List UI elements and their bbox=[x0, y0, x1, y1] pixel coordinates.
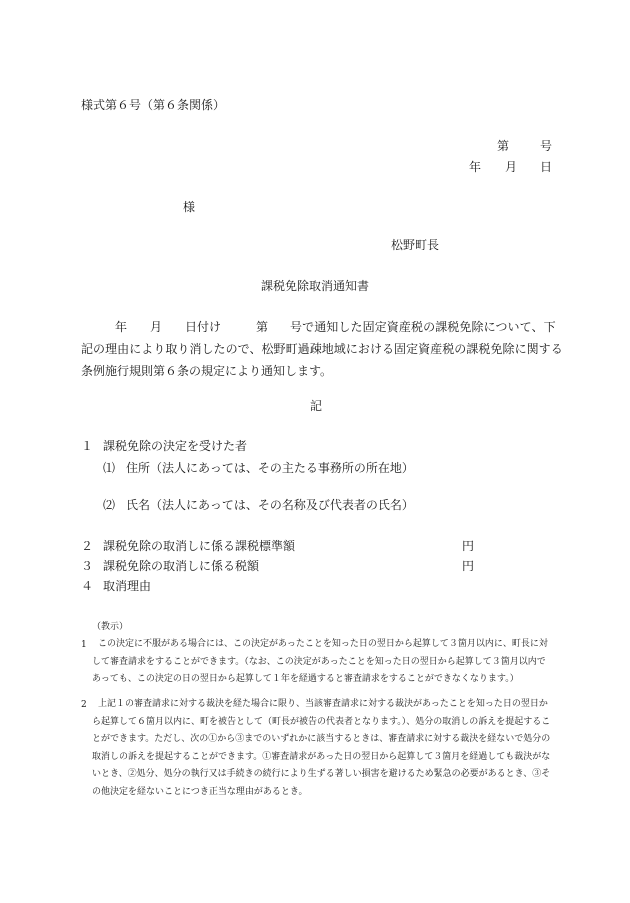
sub1-number: ⑴ bbox=[103, 461, 116, 475]
body-day-suffix: 日付け bbox=[185, 320, 222, 334]
doc-number-dai: 第 bbox=[497, 139, 510, 153]
item3-label: 課税免除の取消しに係る税額 bbox=[103, 559, 260, 573]
sub1-label: 住所（法人にあっては、その主たる事務所の所在地） bbox=[126, 461, 414, 475]
item1-label: 課税免除の決定を受けた者 bbox=[103, 439, 248, 453]
item2-number: ２ bbox=[81, 539, 94, 553]
notice-1-number: 1 bbox=[81, 640, 87, 650]
date-year: 年 bbox=[469, 160, 482, 174]
item2-label: 課税免除の取消しに係る課税標準額 bbox=[103, 539, 296, 553]
notice-heading: （教示） bbox=[92, 622, 129, 632]
item3-unit: 円 bbox=[462, 559, 475, 573]
body-year: 年 bbox=[115, 320, 128, 334]
sub2-number: ⑵ bbox=[103, 498, 116, 512]
notice-1-text: この決定に不服がある場合には、この決定があったことを知った日の翌日から起算して３箇月以内に、町長に対して審査請求をすることができます。（なお、この決定があったことを知った日の翌日から起算して３箇月以内であっても、この決定の日の翌日から起算して１年を経過すると審査請求をすることができなくなります。） bbox=[92, 639, 548, 684]
item4-label: 取消理由 bbox=[103, 579, 152, 593]
addressee-suffix: 様 bbox=[183, 200, 196, 214]
sub2-label: 氏名（法人にあっては、その名称及び代表者の氏名） bbox=[126, 498, 414, 512]
notice-2-text: 上記１の審査請求に対する裁決を経た場合に限り、当該審査請求に対する裁決があったことを知った日の翌日から起算して６箇月以内に、町を被告として（町長が被告の代表者となります。）、処分の取消しの訴えを提起することができます。ただし、次の①から③までのいずれかに該当するときは、審査請求に対する裁決を経ないで処分の取消しの訴えを提起することができます。①審査請求があった日の翌日から起算して３箇月を経過しても裁決がないとき、②処分、処分の執行又は手続きの続行により生ずる著しい損害を避けるため緊急の必要があるとき、③その他決定を経ないことにつき正当な理由があるとき。 bbox=[92, 699, 551, 797]
body-line1-rest: 号で通知した固定資産税の課税免除について、下 bbox=[290, 320, 556, 334]
body-line3: 条例施行規則第６条の規定により通知します。 bbox=[81, 364, 333, 378]
item4-number: ４ bbox=[81, 579, 94, 593]
item3-number: ３ bbox=[81, 559, 94, 573]
form-label: 様式第６号（第６条関係） bbox=[81, 98, 226, 112]
notice-2-number: 2 bbox=[81, 700, 87, 710]
date-day: 日 bbox=[540, 160, 553, 174]
body-month: 月 bbox=[150, 320, 163, 334]
body-line2: 記の理由により取り消したので、松野町過疎地域における固定資産税の課税免除に関する bbox=[81, 342, 563, 356]
date-month: 月 bbox=[505, 160, 518, 174]
ki-heading: 記 bbox=[310, 399, 323, 413]
doc-number-go: 号 bbox=[540, 139, 553, 153]
body-dai: 第 bbox=[256, 320, 269, 334]
item1-number: １ bbox=[81, 439, 94, 453]
document-title: 課税免除取消通知書 bbox=[261, 279, 370, 293]
issuer: 松野町長 bbox=[391, 238, 440, 252]
item2-unit: 円 bbox=[462, 539, 475, 553]
